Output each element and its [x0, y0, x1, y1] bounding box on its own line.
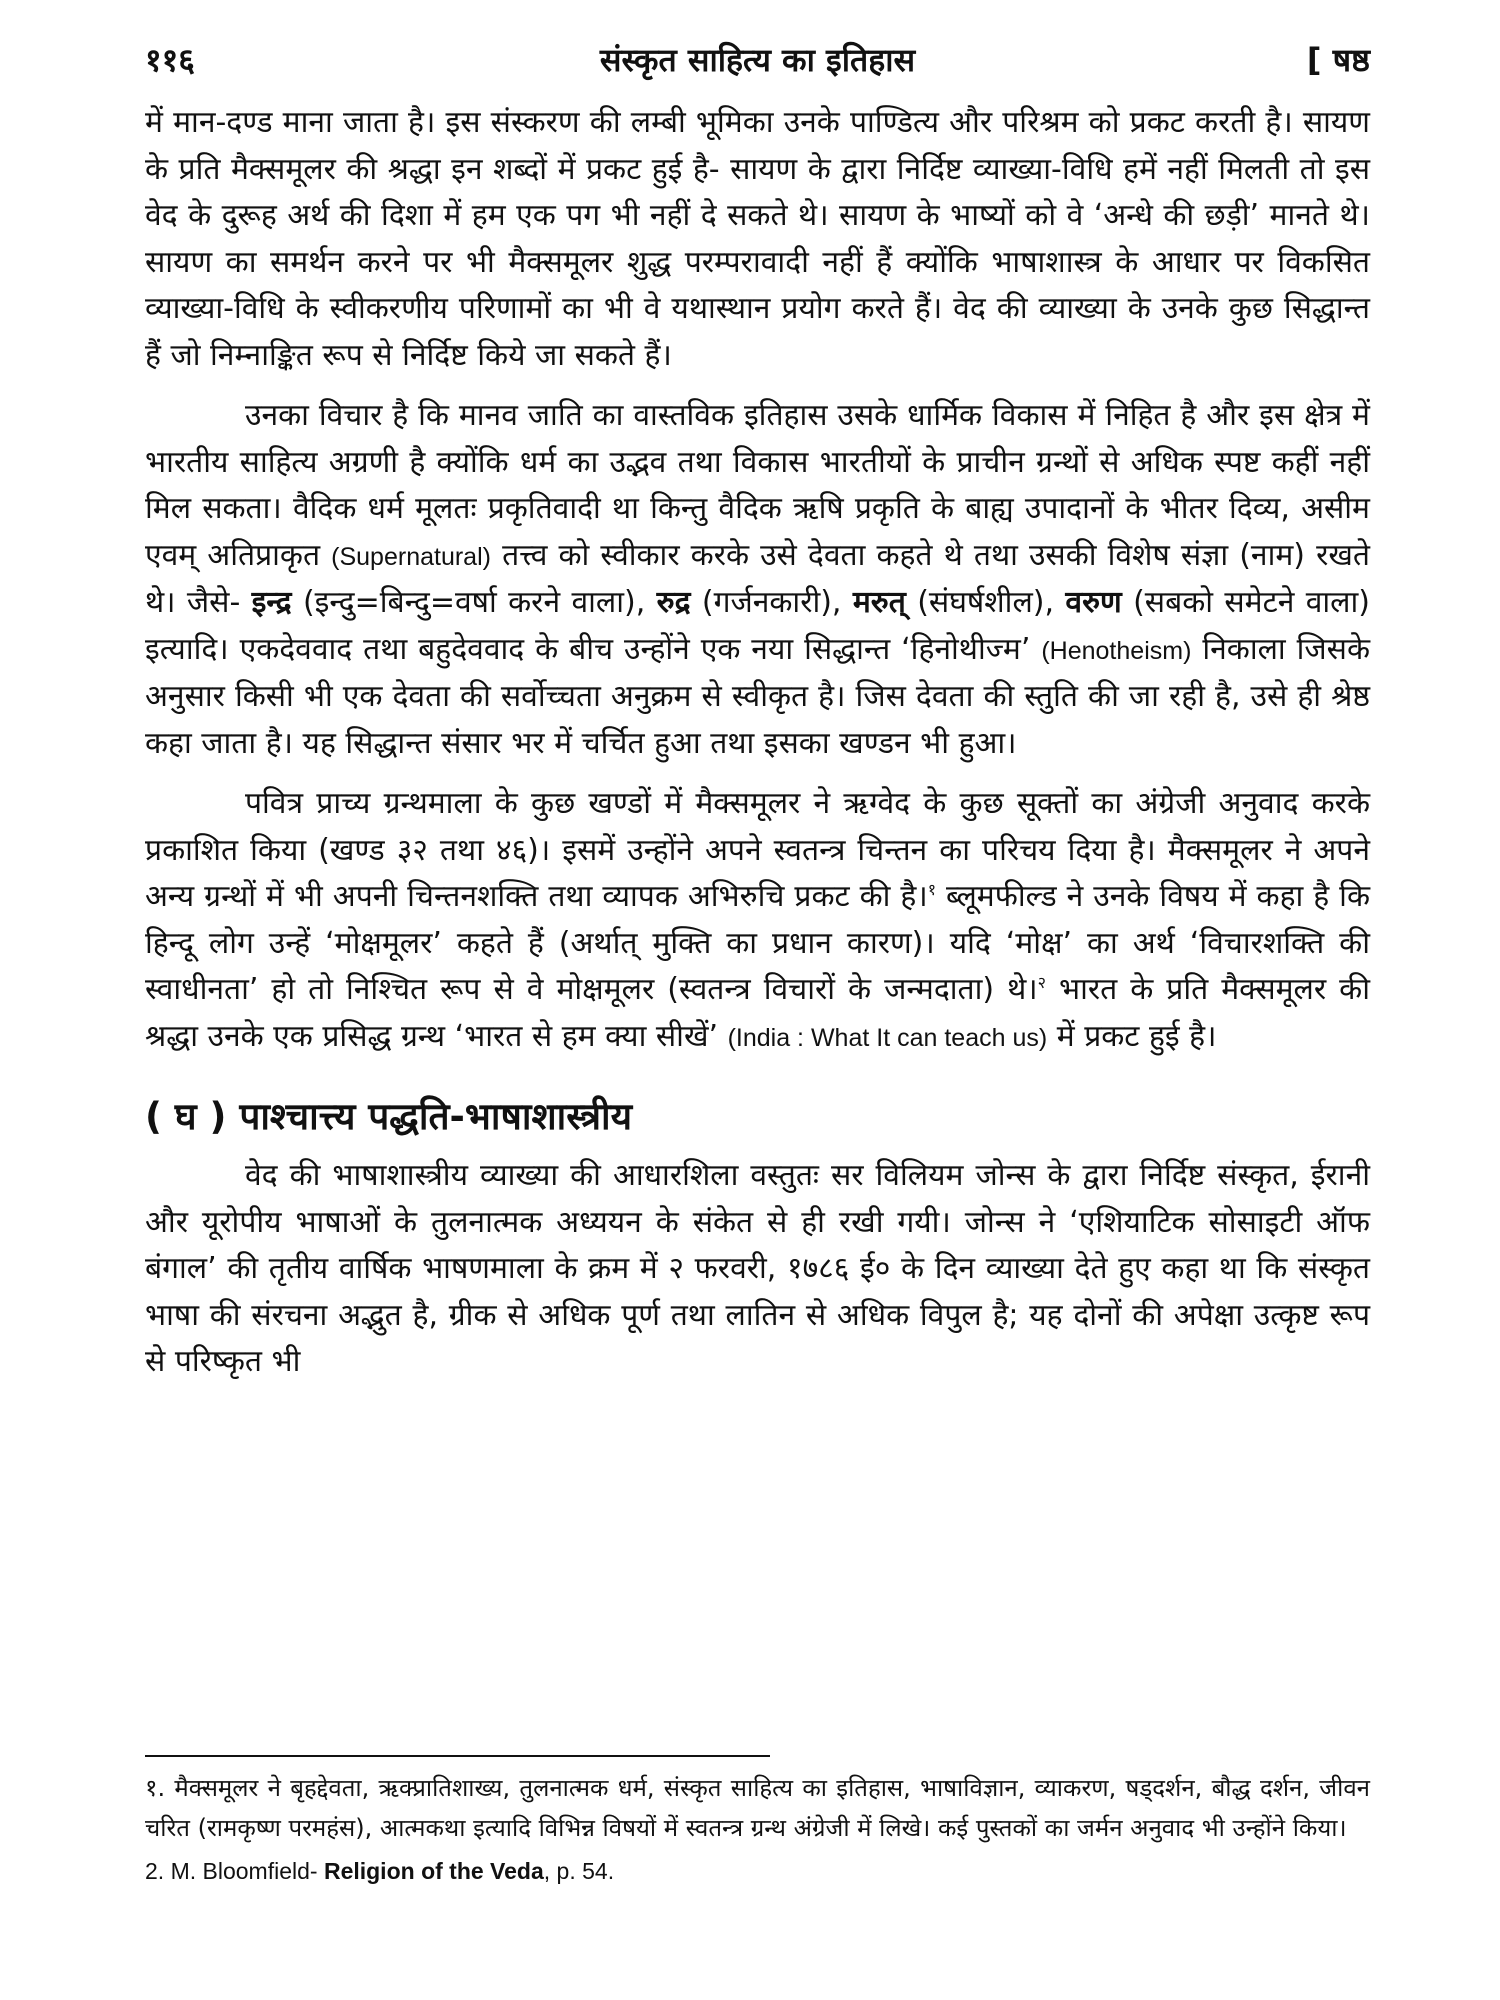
footnote-2-page: , p. 54.: [543, 1858, 615, 1884]
text-run: (संघर्षशील),: [917, 585, 1055, 620]
section-mark: [ षष्ठ: [1306, 41, 1370, 79]
text-run: भारत के प्रति मैक्समूलर की श्रद्धा उनके एक प्रसिद्ध ग्रन्थ ‘भारत से हम क्या सीखें’: [145, 972, 1370, 1054]
paragraph-naturalism: [145, 393, 1370, 767]
paragraph-translations: [145, 781, 1370, 1061]
footnote-ref-1[interactable]: १: [927, 880, 937, 899]
running-header: [145, 38, 1370, 88]
footnotes: [145, 1768, 1370, 1890]
text-run: निकाला जिसके अनुसार किसी भी एक देवता की सर्वोच्चता अनुक्रम से स्वीकृत है। जिस देवता की स्तुति की जा रही है, उसे ही श्रेष्ठ कहा जाता है। यह सिद्धान्त संसार भर में चर्चित हुआ तथा इसका खण्डन भी हुआ।: [145, 631, 1370, 761]
paragraph-philology: वेद की भाषाशास्त्रीय व्याख्या की आधारशिला वस्तुतः सर विलियम जोन्स के द्वारा निर्दिष्ट संस्कृत, ईरानी और यूरोपीय भाषाओं के तुलनात्मक अध्ययन के संकेत से ही रखी गयी। जोन्स ने ‘एशियाटिक सोसाइटी ऑफ बंगाल’ की तृतीय वार्षिक भाषणमाला के क्रम में २ फरवरी, १७८६ ई० के दिन व्याख्या देते हुए कहा था कि संस्कृत भाषा की संरचना अद्भुत है, ग्रीक से अधिक पूर्ण तथा लातिन से अधिक विपुल है; यह दोनों की अपेक्षा उत्कृष्ट रूप से परिष्कृत भी: [145, 1158, 1370, 1379]
footnote-2-title: Religion of the Veda: [323, 1858, 544, 1884]
text-run: (इन्दु=बिन्दु=वर्षा करने वाला),: [302, 585, 646, 620]
latin-term-henotheism: (Henotheism): [1041, 636, 1192, 665]
text-run: उनका विचार है कि मानव जाति का वास्तविक इतिहास उसके धार्मिक विकास में निहित है और इस क्षेत्र में भारतीय साहित्य अग्रणी है क्योंकि धर्म का उद्भव तथा विकास भारतीयों के प्राचीन ग्रन्थों से अधिक स्पष्ट कहीं नहीं मिल सकता। वैदिक धर्म मूलतः प्रकृतिवादी था किन्तु वैदिक ऋषि प्रकृति के बाह्य उपादानों के भीतर दिव्य, असीम एवम् अतिप्राकृत: [145, 398, 1370, 573]
deity-name-varuna: वरुण: [1065, 585, 1122, 620]
book-title: संस्कृत साहित्य का इतिहास: [599, 41, 916, 79]
text-run: में प्रकट हुई है।: [1056, 1018, 1217, 1054]
text-run: पवित्र प्राच्य ग्रन्थमाला के कुछ खण्डों में मैक्समूलर ने ऋग्वेद के कुछ सूक्तों का अंग्रेजी अनुवाद करके प्रकाशित किया (खण्ड ३२ तथा ४६)। इसमें उन्होंने अपने स्वतन्त्र चिन्तन का परिचय दिया है। मैक्समूलर ने अपने अन्य ग्रन्थों में भी अपनी चिन्तनशक्ति तथा व्यापक अभिरुचि प्रकट की है।: [145, 786, 1370, 914]
deity-name-rudra: रुद्र: [656, 585, 691, 620]
footnote-ref-2[interactable]: २: [1037, 973, 1046, 992]
text-run: तत्त्व को स्वीकार करके उसे देवता कहते थे तथा उसकी विशेष संज्ञा (नाम) रखते थे। जैसे-: [145, 537, 1370, 620]
text-run: ब्लूमफील्ड ने उनके विषय में कहा है कि हिन्दू लोग उन्हें ‘मोक्षमूलर’ कहते हैं (अर्थात् मुक्ति का प्रधान कारण)। यदि ‘मोक्ष’ का अर्थ ‘विचारशक्ति की स्वाधीनता’ हो तो निश्चित रूप से वे मोक्षमूलर (स्वतन्त्र विचारों के जन्मदाता) थे।: [145, 879, 1370, 1007]
text-run: (सबको समेटने वाला) इत्यादि। एकदेववाद तथा बहुदेववाद के बीच उन्होंने एक नया सिद्धान्त ‘हिनोथीज्म’: [145, 585, 1370, 667]
footnote-divider: [145, 1755, 770, 1757]
section-heading: ( घ ) पाश्चात्त्य पद्धति-भाषाशास्त्रीय: [145, 1095, 633, 1138]
footnote-2-author: 2. M. Bloomfield-: [145, 1858, 318, 1884]
paragraph-continuation: में मान-दण्ड माना जाता है। इस संस्करण की लम्बी भूमिका उनके पाण्डित्य और परिश्रम को प्रकट करती है। सायण के प्रति मैक्समूलर की श्रद्धा इन शब्दों में प्रकट हुई है- सायण के द्वारा निर्दिष्ट व्याख्या-विधि हमें नहीं मिलती तो इस वेद के दुरूह अर्थ की दिशा में हम एक पग भी नहीं दे सकते थे। सायण के भाष्यों को वे ‘अन्धे की छड़ी’ मानते थे। सायण का समर्थन करने पर भी मैक्समूलर शुद्ध परम्परावादी नहीं हैं क्योंकि भाषाशास्त्र के आधार पर विकसित व्याख्या-विधि के स्वीकरणीय परिणामों का भी वे यथास्थान प्रयोग करते हैं। वेद की व्याख्या के उनके कुछ सिद्धान्त हैं जो निम्नाङ्कित रूप से निर्दिष्ट किये जा सकते हैं।: [145, 105, 1370, 373]
text-run: (गर्जनकारी),: [701, 585, 842, 620]
latin-term-supernatural: (Supernatural): [331, 542, 491, 571]
body-text: [145, 100, 1370, 1400]
latin-book-title: (India : What It can teach us): [727, 1023, 1048, 1052]
page-number: ११६: [145, 41, 195, 79]
footnote-2: [145, 1852, 1370, 1890]
footnote-1: १. मैक्समूलर ने बृहद्देवता, ऋक्प्रातिशाख्य, तुलनात्मक धर्म, संस्कृत साहित्य का इतिहास, भाषाविज्ञान, व्याकरण, षड्दर्शन, बौद्ध दर्शन, जीवन चरित (रामकृष्ण परमहंस), आत्मकथा इत्यादि विभिन्न विषयों में स्वतन्त्र ग्रन्थ अंग्रेजी में लिखे। कई पुस्तकों का जर्मन अनुवाद भी उन्होंने किया।: [145, 1774, 1370, 1842]
deity-name-indra: इन्द्र: [251, 585, 292, 620]
deity-name-marut: मरुत्: [852, 585, 906, 620]
